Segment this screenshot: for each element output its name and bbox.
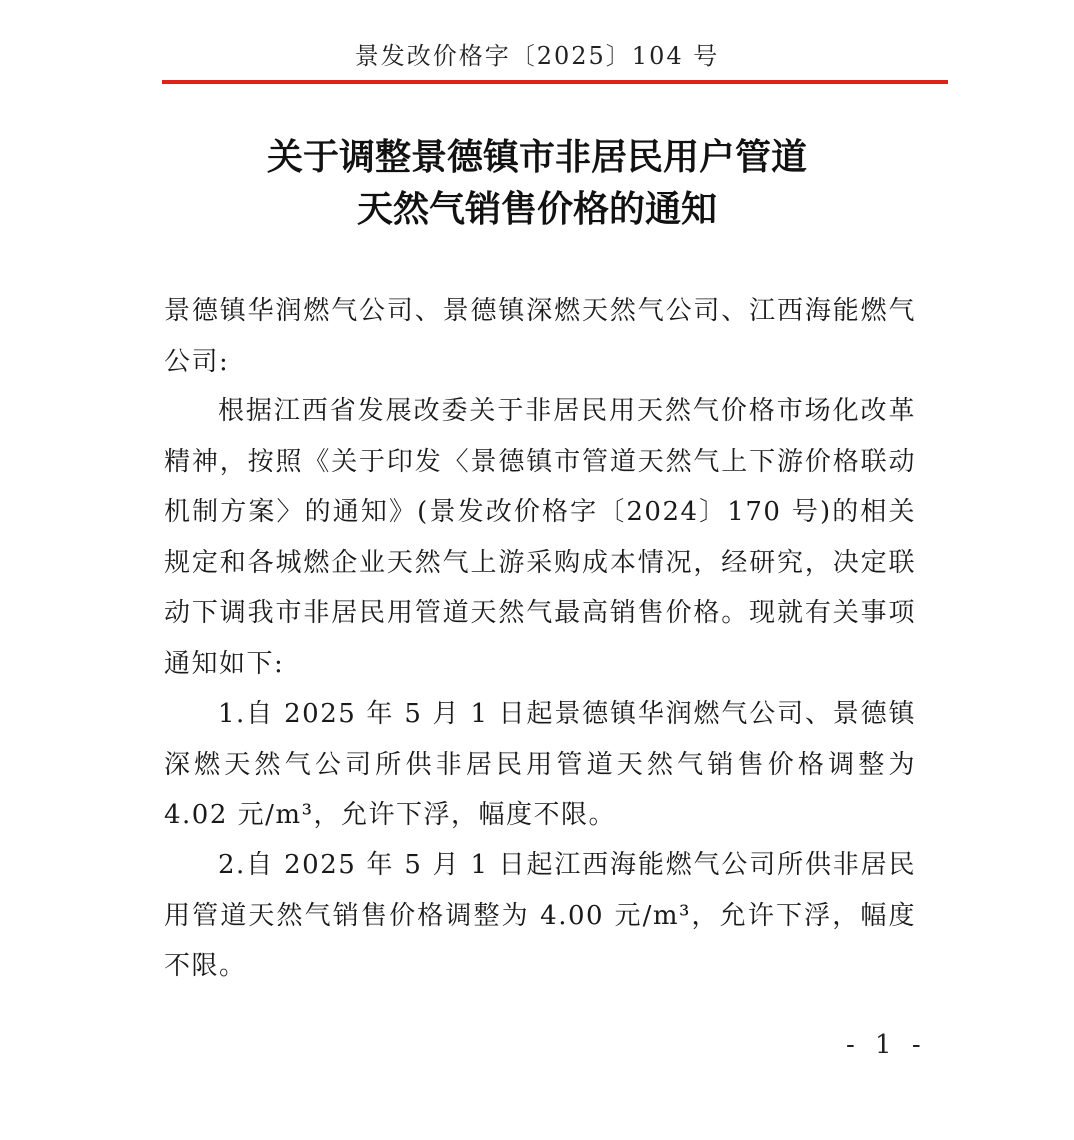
document-number: 景发改价格字〔2025〕104 号 [354, 42, 720, 70]
red-divider-line [162, 80, 948, 84]
intro-paragraph: 根据江西省发展改委关于非居民用天然气价格市场化改革精神，按照《关于印发〈景德镇市管道天然气上下游价格联动机制方案〉的通知》(景发改价格字〔2024〕170 号)的相关规定和各城燃企业天然气上游采购成本情况，经研究，决定联动下调我市非居民用管道天然气最高销售价格。现就有关事项通知如下: [164, 396, 916, 679]
addressee: 景德镇华润燃气公司、景德镇深燃天然气公司、江西海能燃气公司: [164, 296, 916, 377]
title-line-2: 天然气销售价格的通知 [356, 189, 717, 230]
page-number: - 1 - [846, 1030, 927, 1060]
notice-item-2: 2.自 2025 年 5 月 1 日起江西海能燃气公司所供非居民用管道天然气销售价格调整为 4.00 元/m³，允许下浮，幅度不限。 [164, 850, 916, 981]
document-title [0, 132, 1074, 236]
title-line-1: 关于调整景德镇市非居民用户管道 [266, 137, 807, 178]
notice-item-1: 1.自 2025 年 5 月 1 日起景德镇华润燃气公司、景德镇深燃天然气公司所供非居民用管道天然气销售价格调整为 4.02 元/m³，允许下浮，幅度不限。 [164, 699, 916, 830]
